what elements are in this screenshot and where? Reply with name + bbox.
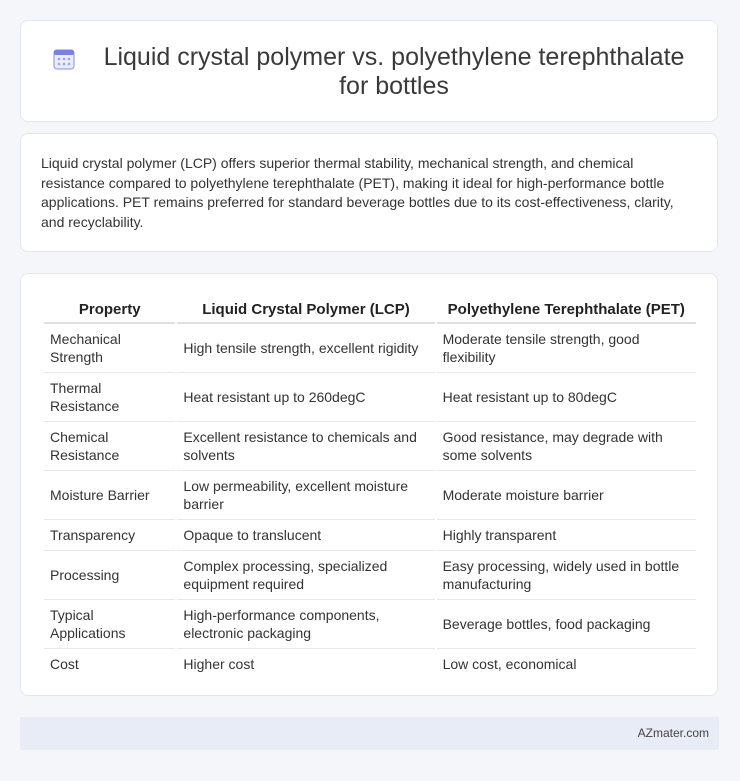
property-cell: Cost [50,656,79,672]
pet-cell: Heat resistant up to 80degC [437,373,696,422]
table-row [44,649,696,679]
property-cell: Thermal Resistance [44,373,175,422]
lcp-cell: High-performance components, electronic packaging [177,600,434,649]
header-pet: Polyethylene Terephthalate (PET) [437,294,696,324]
lcp-cell: Low permeability, excellent moisture barrier [177,471,434,520]
table-header-row [44,294,696,324]
table-row [44,551,696,600]
footer-brand: AZmater.com [637,726,709,740]
table-row [44,520,696,551]
lcp-cell: High tensile strength, excellent rigidity [177,324,434,373]
pet-cell: Moderate moisture barrier [437,471,696,520]
table-row [44,373,696,422]
table-row [44,422,696,471]
lcp-cell: Higher cost [183,656,255,672]
lcp-cell: Opaque to translucent [177,520,434,551]
pet-cell: Highly transparent [437,520,696,551]
comparison-card [20,273,718,696]
pet-cell: Good resistance, may degrade with some solvents [437,422,696,471]
property-cell: Transparency [44,520,175,551]
property-cell: Typical Applications [44,600,175,649]
title-card [20,20,718,122]
page-title: Liquid crystal polymer vs. polyethylene terephthalate for bottles [103,43,685,100]
pet-cell: Beverage bottles, food packaging [437,600,696,649]
header-lcp: Liquid Crystal Polymer (LCP) [177,294,434,324]
table-row [44,600,696,649]
property-cell: Chemical Resistance [44,422,175,471]
lcp-cell: Heat resistant up to 260degC [177,373,434,422]
lcp-cell: Complex processing, specialized equipment required [177,551,434,600]
table-row [44,324,696,373]
property-cell: Moisture Barrier [44,471,175,520]
property-cell: Mechanical Strength [44,324,175,373]
footer-bar [20,717,719,750]
pet-cell: Low cost, economical [442,656,577,672]
comparison-table [42,294,698,679]
summary-card [20,133,718,252]
pet-cell: Moderate tensile strength, good flexibility [437,324,696,373]
property-cell: Processing [44,551,175,600]
table-row [44,471,696,520]
summary-text: Liquid crystal polymer (LCP) offers superior thermal stability, mechanical strength, and chemical resistance compared to polyethylene terephthalate (PET), making it ideal for high-performance bottle applications. PET remains preferred for standard beverage bottles due to its cost-effectiveness, clarity, and recyclability. [41,155,674,230]
header-property: Property [44,294,175,324]
lcp-cell: Excellent resistance to chemicals and solvents [177,422,434,471]
pet-cell: Easy processing, widely used in bottle manufacturing [437,551,696,600]
